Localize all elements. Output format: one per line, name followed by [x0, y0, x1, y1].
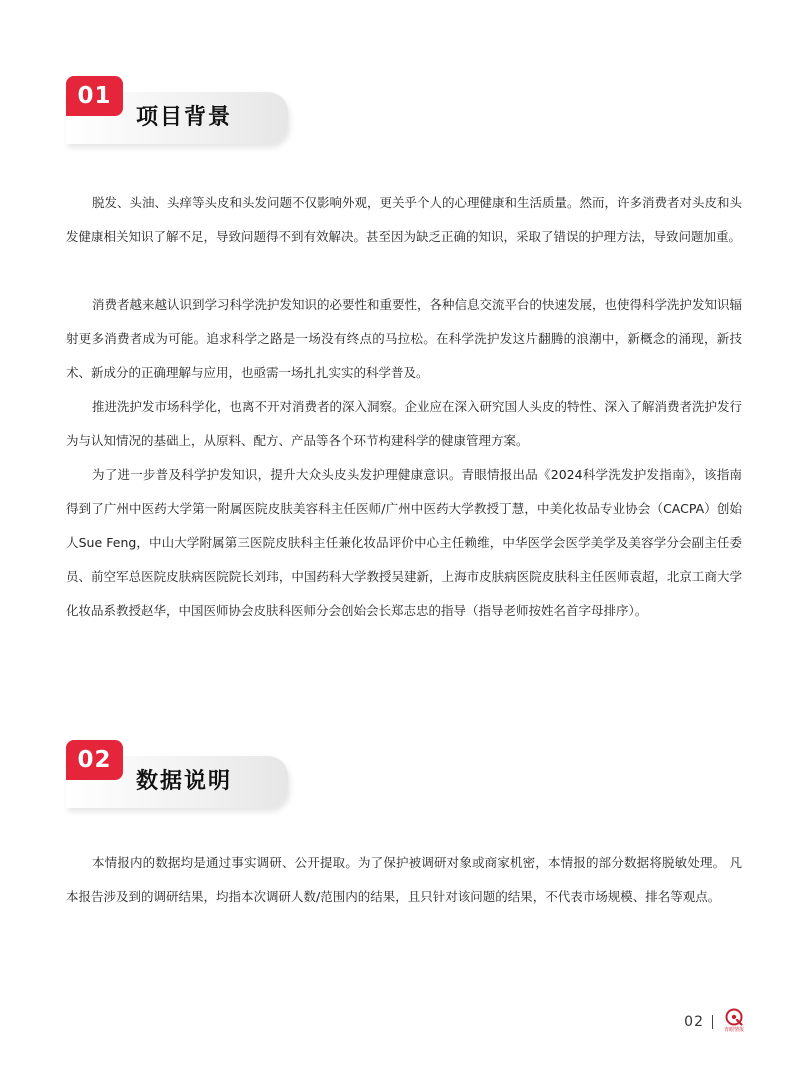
- paragraph: 本情报内的数据均是通过事实调研、公开提取。为了保护被调研对象或商家机密，本情报的部分数据将脱敏处理。 凡本报告涉及到的调研结果，均指本次调研人数/范围内的结果，且只针对该问题的结果，不代表市场规模、排名等观点。: [66, 855, 742, 904]
- section-title: 项目背景: [136, 105, 233, 130]
- section-header-data: [66, 740, 291, 812]
- section-number-badge: 01: [66, 76, 123, 116]
- paragraph: 脱发、头油、头痒等头皮和头发问题不仅影响外观，更关乎个人的心理健康和生活质量。然而，许多消费者对头皮和头发健康相关知识了解不足，导致问题得不到有效解决。甚至因为缺乏正确的知识，采取了错误的护理方法，导致问题加重。: [66, 195, 743, 244]
- page-footer: [684, 1007, 747, 1037]
- paragraph: 消费者越来越认识到学习科学洗护发知识的必要性和重要性，各种信息交流平台的快速发展，也使得科学洗护发知识辐射更多消费者成为可能。追求科学之路是一场没有终点的马拉松。在科学洗护发这片翻腾的浪潮中，新概念的涌现，新技术、新成分的正确理解与应用，也亟需一场扎扎实实的科学普及。: [66, 297, 743, 380]
- brand-name: 青眼情报: [723, 1027, 744, 1033]
- page-number: 02: [684, 1014, 704, 1030]
- paragraph: 为了进一步普及科学护发知识，提升大众头皮头发护理健康意识。青眼情报出品《2024科学洗发护发指南》，该指南得到了广州中医药大学第一附属医院皮肤美容科主任医师/广州中医药大学教授丁慧，中美化妆品专业协会（CACPA）创始人Sue Feng，中山大学附属第三医院皮肤科主任兼化妆品评价中心主任赖维，中华医学会医学美学及美容学分会副主任委员、前空军总医院皮肤病医院院长刘玮，中国药科大学教授吴建新，上海市皮肤病医院皮肤科主任医师袁超，北京工商大学化妆品系教授赵华，中国医师协会皮肤科医师分会创始会长郑志忠的指导（指导老师按姓名首字母排序）。: [66, 467, 742, 618]
- brand-logo-icon: [721, 1007, 747, 1037]
- section-number-badge: 02: [66, 740, 123, 780]
- section-title: 数据说明: [136, 769, 233, 794]
- paragraph: 推进洗护发市场科学化，也离不开对消费者的深入洞察。企业应在深入研究国人头皮的特性、深入了解消费者洗护发行为与认知情况的基础上，从原料、配方、产品等各个环节构建科学的健康管理方案。: [66, 399, 743, 448]
- footer-divider: [712, 1015, 713, 1029]
- section-header-background: [66, 76, 291, 148]
